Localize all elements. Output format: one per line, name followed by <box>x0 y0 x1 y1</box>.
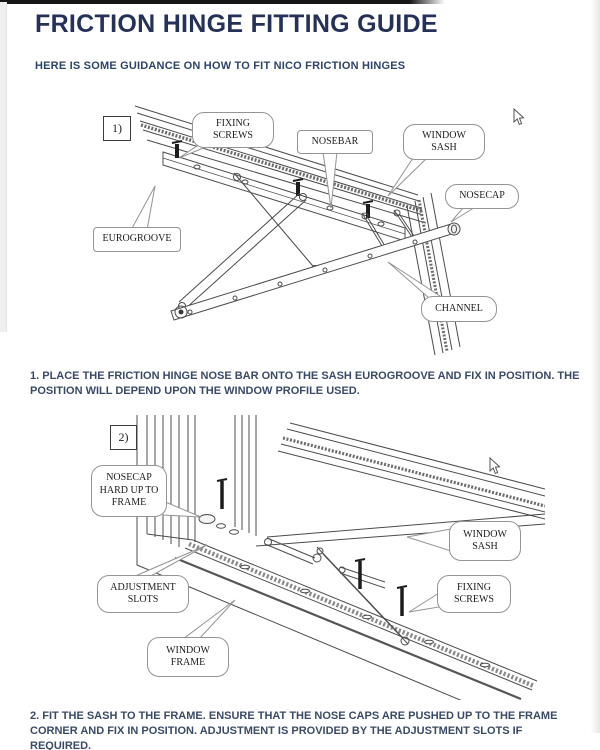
left-edge-strip <box>0 2 7 332</box>
callout-nosebar: NOSEBAR <box>297 130 373 154</box>
callout-tails <box>133 501 451 639</box>
mouse-cursor-icon <box>488 457 502 475</box>
callout-channel: CHANNEL <box>421 296 497 322</box>
figure-1-hinge-on-sash <box>85 100 545 358</box>
hinge-arms <box>265 538 410 645</box>
step-1-instruction: 1. PLACE THE FRICTION HINGE NOSE BAR ONTO THE SASH EUROGROOVE AND FIX IN POSITION. THE POSITION WILL DEPEND UPON THE WINDOW PROFILE USED. <box>30 370 580 397</box>
top-black-bar <box>0 0 445 4</box>
callout-eurogroove: EUROGROOVE <box>93 227 181 252</box>
figure1-number: 1) <box>112 121 122 135</box>
nosecap-at-corner <box>199 515 239 535</box>
fixing-screws <box>217 479 407 616</box>
page-subtitle: HERE IS SOME GUIDANCE ON HOW TO FIT NICO FRICTION HINGES <box>35 60 406 72</box>
callout-fixing-screws: FIXING SCREWS <box>437 575 511 613</box>
callout-window-sash: WINDOW SASH <box>449 521 521 561</box>
channel-bar <box>171 223 460 320</box>
step-2-instruction: 2. FIT THE SASH TO THE FRAME. ENSURE THAT THE NOSE CAPS ARE PUSHED UP TO THE FRAME CORNER AND FIX IN POSITION. ADJUSTMENT IS PROVIDED BY THE ADJUSTMENT SLOTS IF REQUIRED. <box>30 710 558 750</box>
callout-adjustment-slots: ADJUSTMENT SLOTS <box>97 575 189 613</box>
callout-nosecap-hard-up-to-frame: NOSECAP HARD UP TO FRAME <box>91 465 167 517</box>
figure2-number-box <box>110 425 137 450</box>
callout-window-frame: WINDOW FRAME <box>147 637 229 677</box>
callout-nosecap: NOSECAP <box>445 184 519 209</box>
sash-right-jamb <box>407 193 460 355</box>
right-edge-strip <box>591 0 600 733</box>
mouse-cursor-icon <box>512 108 526 126</box>
callout-fixing-screws: FIXING SCREWS <box>192 112 274 148</box>
figure1-number-box <box>103 116 131 141</box>
page-title: FRICTION HINGE FITTING GUIDE <box>35 10 438 38</box>
callout-window-sash: WINDOW SASH <box>403 124 485 160</box>
figure-2-sash-to-frame <box>85 415 545 700</box>
figure2-number: 2) <box>118 430 129 444</box>
